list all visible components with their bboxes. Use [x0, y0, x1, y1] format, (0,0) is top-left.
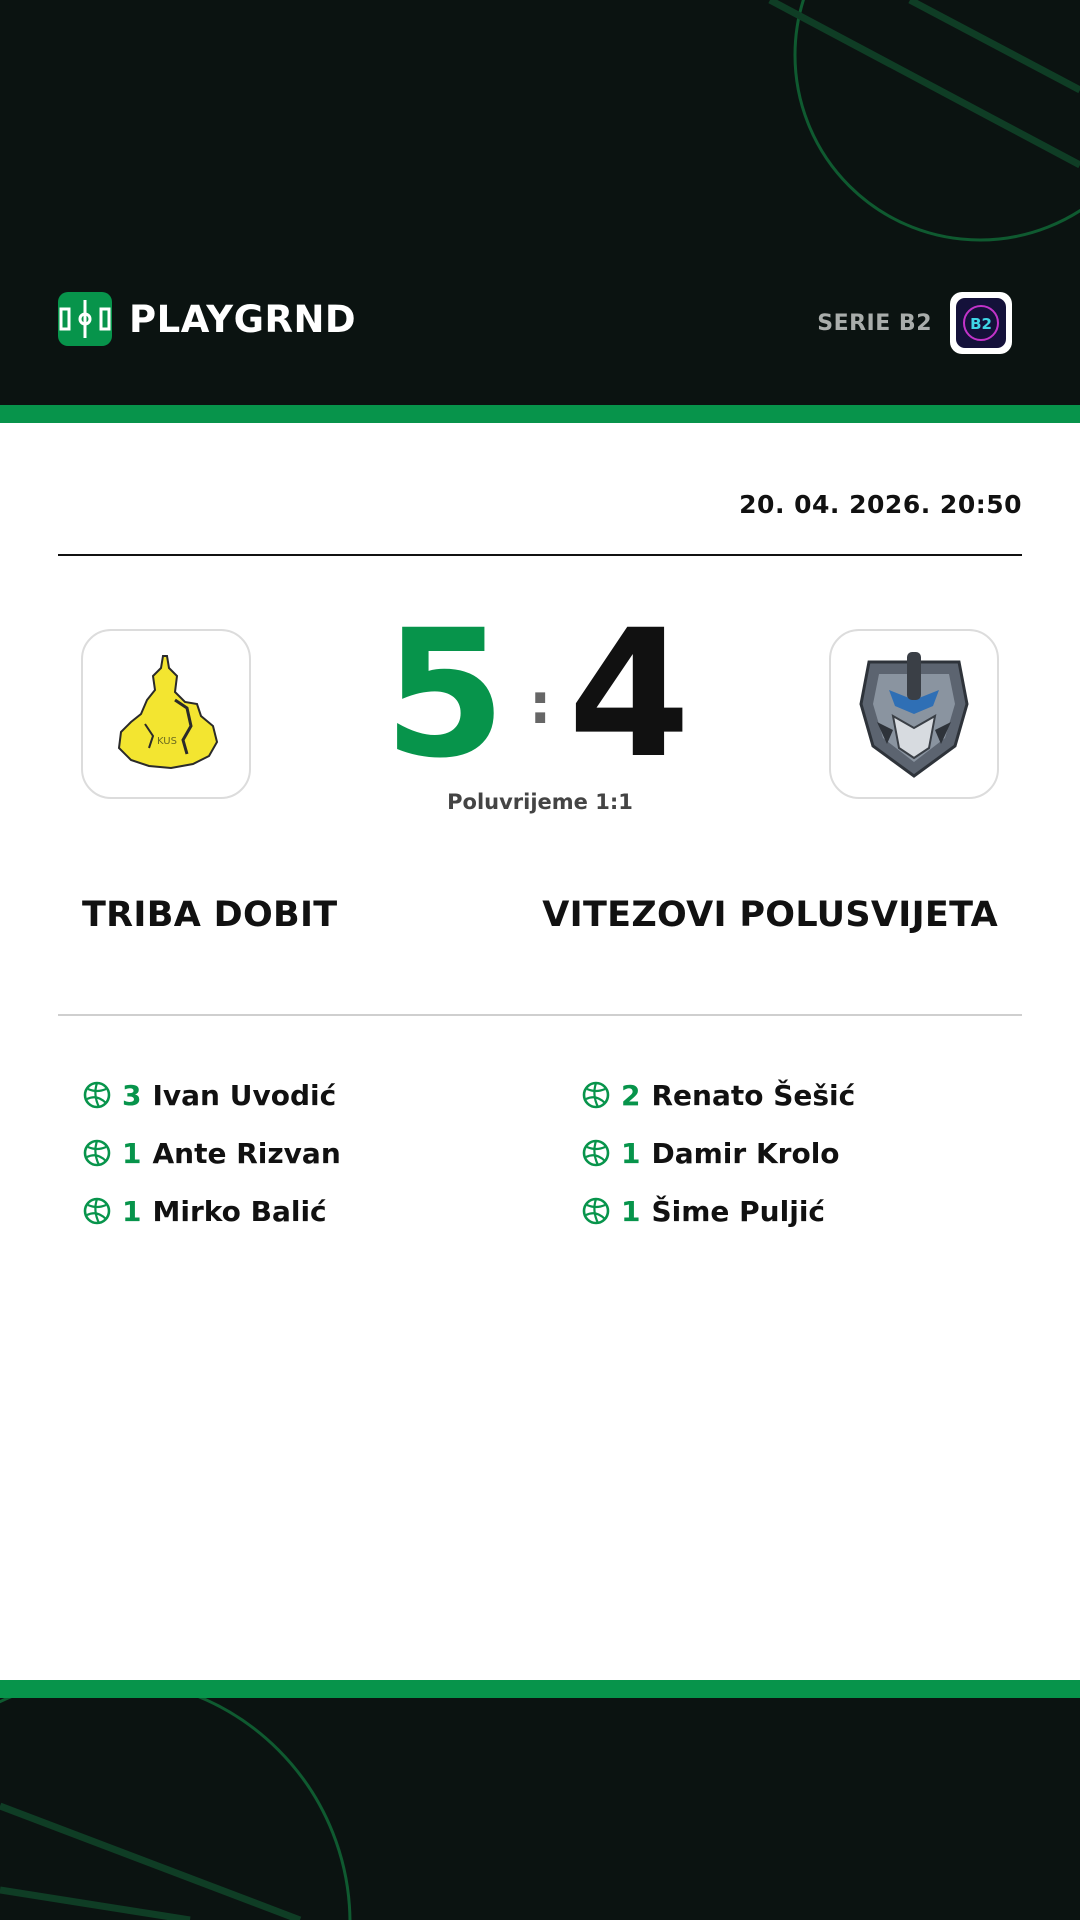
league-name: SERIE B2 [817, 310, 932, 336]
ball-icon [581, 1196, 611, 1226]
away-team-logo [829, 629, 999, 799]
goal-count: 1 [122, 1194, 142, 1228]
home-team-name: TRIBA DOBIT [82, 895, 338, 935]
score-separator: : [529, 672, 552, 737]
player-name: Ante Rizvan [152, 1136, 341, 1170]
footer [0, 1698, 1080, 1920]
player-name: Šime Puljić [651, 1194, 826, 1228]
league-logo [961, 303, 1001, 343]
player-name: Damir Krolo [651, 1136, 840, 1170]
match-datetime: 20. 04. 2026. 20:50 [739, 490, 1022, 519]
svg-text:KUS: KUS [157, 736, 177, 747]
scorer-item [82, 1124, 341, 1182]
away-team-name: VITEZOVI POLUSVIJETA [542, 895, 998, 935]
away-crest-icon [849, 644, 979, 784]
ball-icon [82, 1080, 112, 1110]
scorer-item [581, 1124, 855, 1182]
ball-icon [581, 1138, 611, 1168]
goal-count: 2 [621, 1078, 641, 1112]
goal-count: 1 [122, 1136, 142, 1170]
brand-name: PLAYGRND [129, 297, 357, 341]
footer-accent-bar [0, 1680, 1080, 1698]
pitch-lines-decoration [0, 1698, 1080, 1920]
player-name: Mirko Balić [152, 1194, 327, 1228]
header-accent-bar [0, 405, 1080, 423]
league [817, 292, 1012, 354]
scorer-item [581, 1182, 855, 1240]
league-badge-icon [950, 292, 1012, 354]
away-scorers [581, 1066, 855, 1240]
header [0, 0, 1080, 405]
player-name: Renato Šešić [651, 1078, 856, 1112]
brand [58, 292, 356, 346]
scorer-item [82, 1066, 341, 1124]
player-name: Ivan Uvodić [152, 1078, 337, 1112]
home-scorers [82, 1066, 341, 1240]
scorer-item [581, 1066, 855, 1124]
divider [58, 1014, 1022, 1016]
goal-count: 1 [621, 1194, 641, 1228]
ball-icon [581, 1080, 611, 1110]
svg-text:B2: B2 [970, 315, 992, 333]
divider [58, 554, 1022, 556]
scorer-item [82, 1182, 341, 1240]
halftime-score: Poluvrijeme 1:1 [447, 790, 633, 814]
home-score: 5 [383, 592, 506, 797]
pitch-icon [58, 292, 112, 346]
goal-count: 3 [122, 1078, 142, 1112]
ball-icon [82, 1138, 112, 1168]
away-score: 4 [568, 592, 691, 797]
ball-icon [82, 1196, 112, 1226]
goal-count: 1 [621, 1136, 641, 1170]
